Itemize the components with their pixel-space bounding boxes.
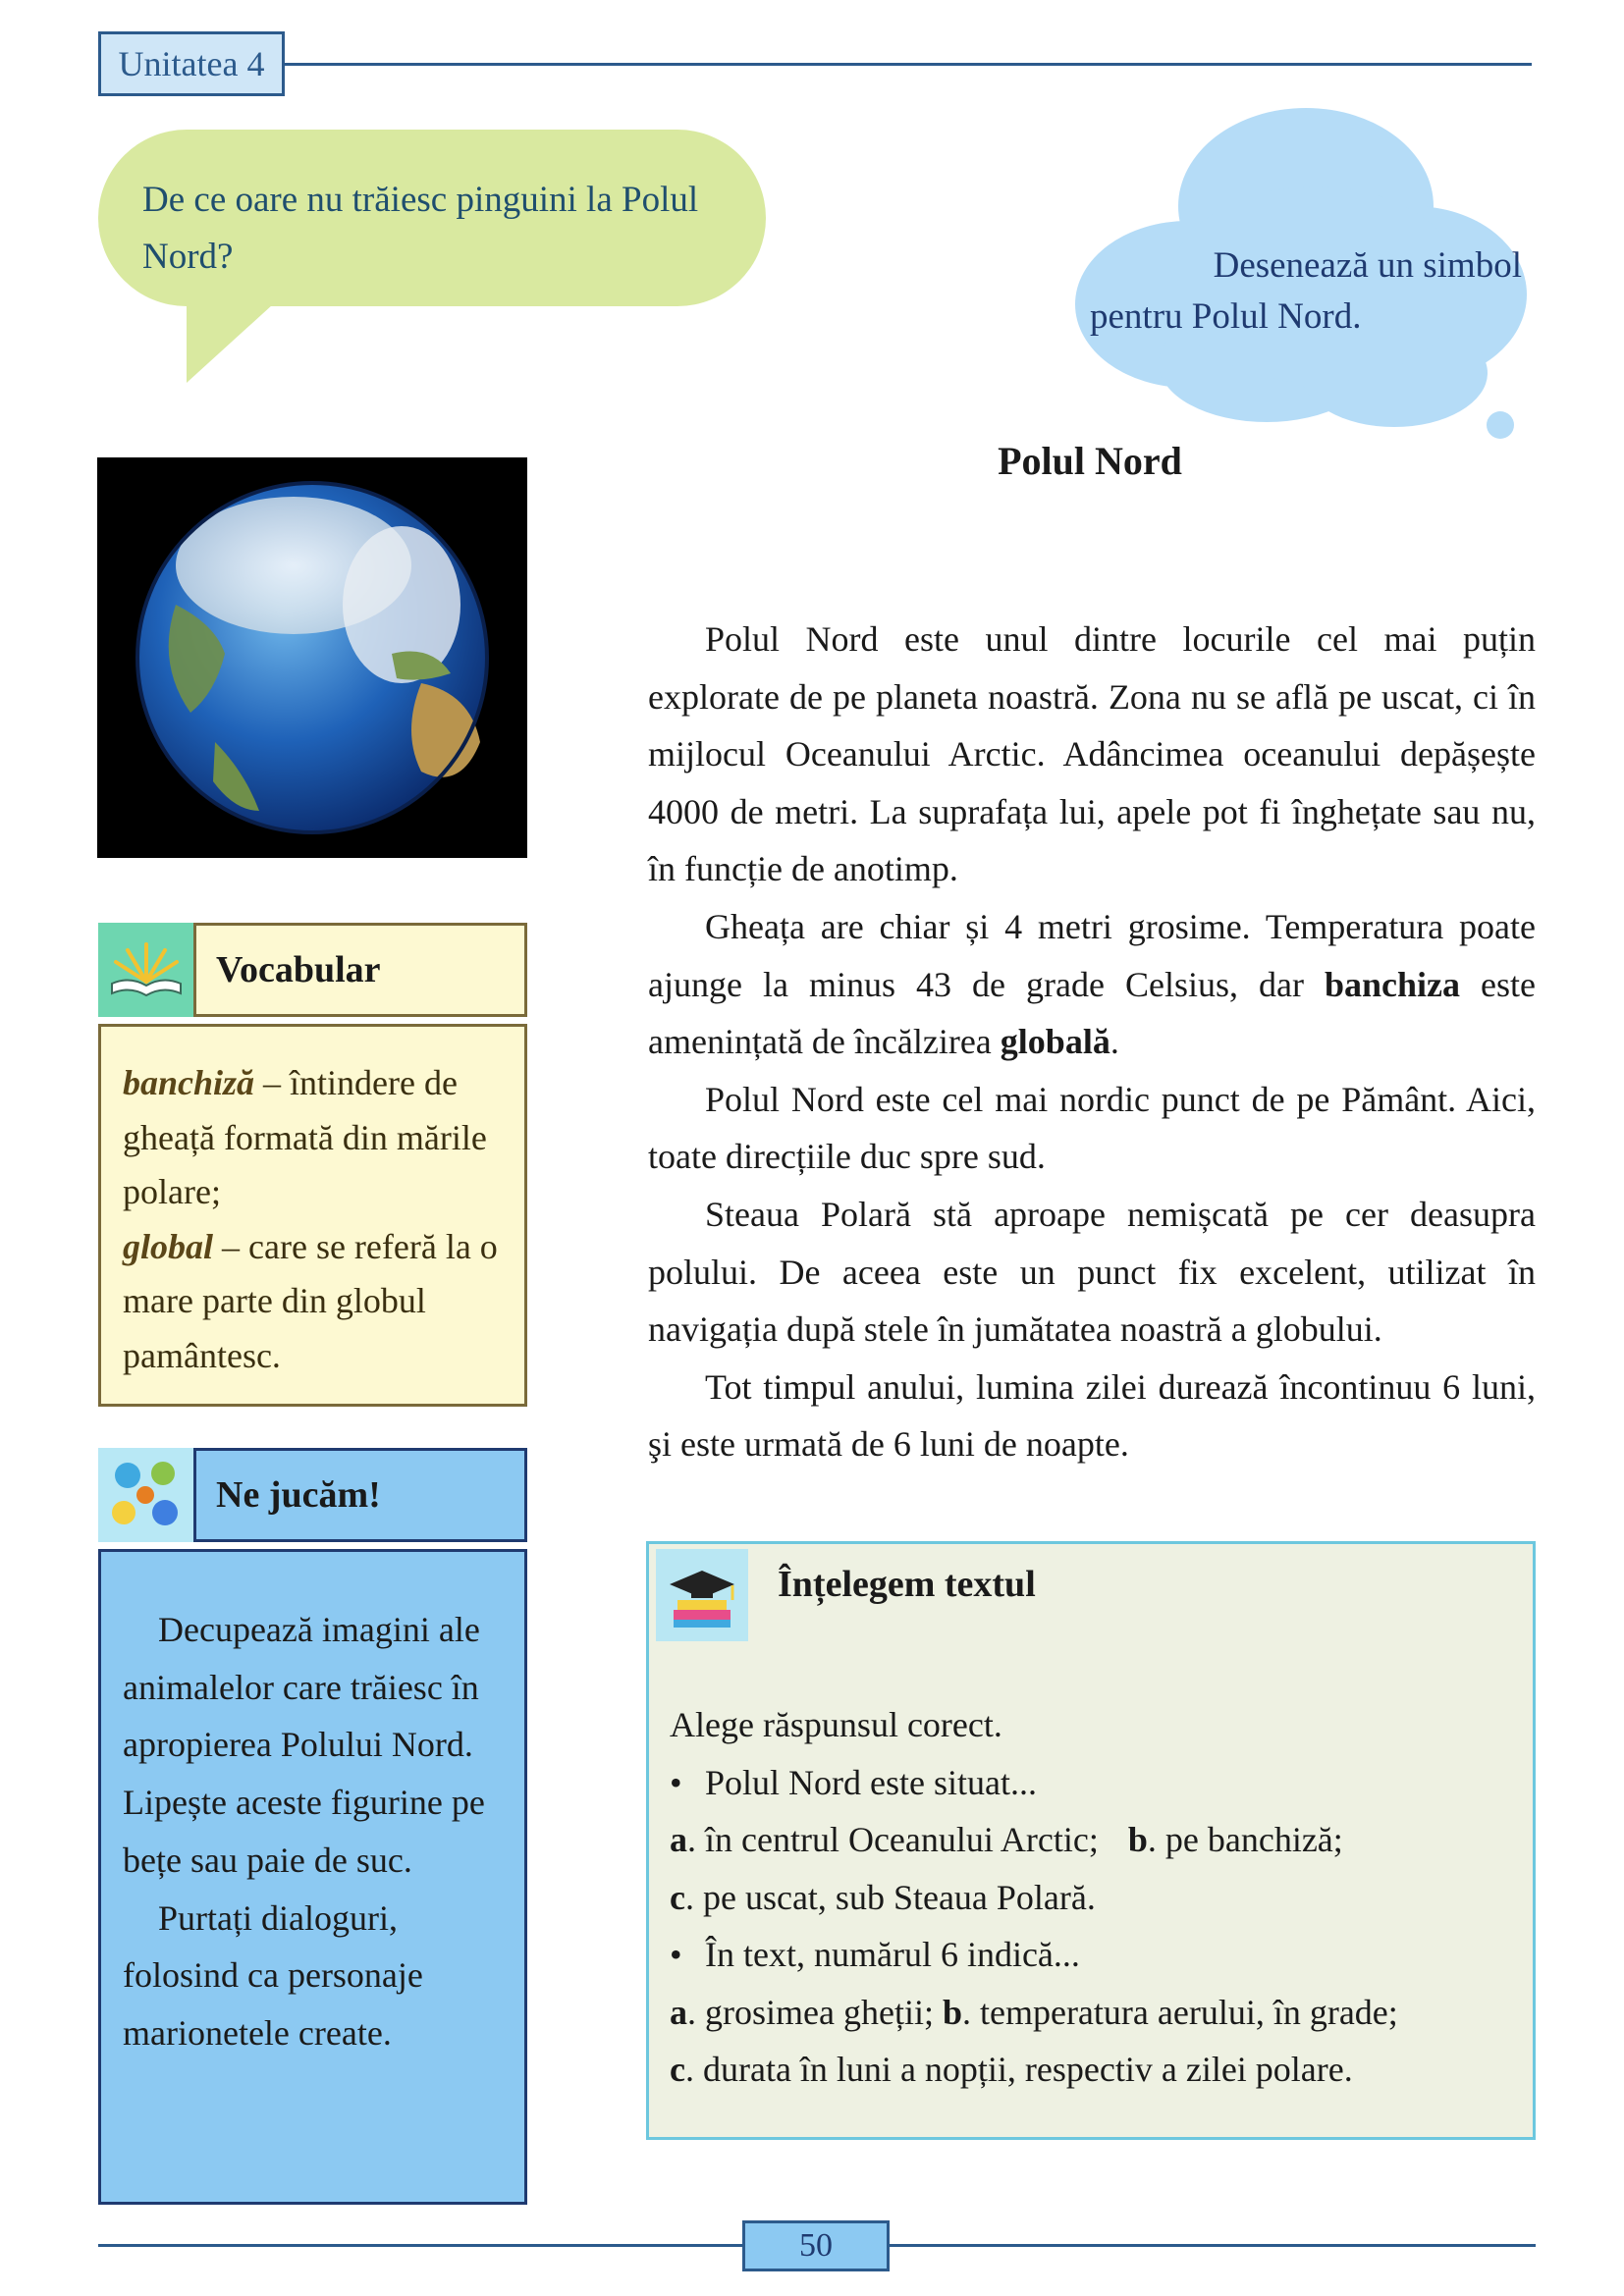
graduation-cap-icon — [656, 1549, 748, 1641]
paragraph-2-part-a: Gheața are chiar și 4 metri grosime. Temperatura poate ajunge la minus 43 de grade Celsius, dar — [648, 906, 1536, 1004]
question-1-text: Polul Nord este situat... — [705, 1762, 1037, 1802]
game-box — [98, 1549, 527, 2205]
comprehension-questions — [670, 1696, 1514, 2099]
question-1-option-c — [670, 1869, 1514, 1927]
speech-bubble-text: De ce oare nu trăiesc pinguini la Polul Nord? — [142, 180, 699, 277]
question-1 — [670, 1754, 1514, 1812]
keyword-globala: globală — [1000, 1022, 1110, 1062]
article-body — [648, 611, 1536, 1473]
question-2-text: În text, numărul 6 indică... — [705, 1935, 1080, 1974]
game-paragraph-1: Decupează imagini ale animalelor care trăiesc în apropierea Polului Nord. Lipește aceste figurine pe bețe sau paie de suc. — [123, 1610, 485, 1880]
vocabulary-definition-1: – întindere de gheață formată din mările polare; — [123, 1063, 487, 1211]
option-text: . pe uscat, sub Steaua Polară. — [684, 1877, 1096, 1917]
unit-label: Unitatea 4 — [98, 31, 285, 96]
question-2 — [670, 1926, 1514, 1984]
question-1-options-ab — [670, 1811, 1514, 1869]
option-text: . temperatura aerului, în grade; — [961, 1992, 1398, 2032]
article-paragraph-1: Polul Nord este unul dintre locurile cel mai puțin explorate de pe planeta noastră. Zona nu se află pe uscat, ci în mijlocul Oceanului Arctic. Adâncimea oceanului depășește 4000 de metri. La suprafața lui, apele pot fi înghețate sau nu, în funcție de anotimp. — [648, 619, 1536, 889]
vocabulary-term-1: banchiză — [123, 1063, 255, 1102]
bullet-icon: • — [670, 1935, 682, 1974]
article-paragraph-4: Steaua Polară stă aproape nemișcată pe cer deasupra polului. De aceea este un punct fix excelent, utilizat în navigația după stele în jumătatea noastră a globului. — [648, 1194, 1536, 1350]
option-text: . în centrul Oceanului Arctic; — [687, 1820, 1099, 1859]
article-paragraph-2 — [648, 898, 1536, 1071]
header-divider — [285, 63, 1532, 66]
game-heading: Ne jucăm! — [193, 1448, 527, 1542]
vocabulary-heading: Vocabular — [193, 923, 527, 1017]
earth-globe-icon — [97, 457, 527, 858]
thought-cloud-text — [1090, 240, 1522, 343]
earth-image — [97, 457, 527, 858]
quiz-instruction: Alege răspunsul corect. — [670, 1705, 1002, 1744]
question-2-options-ab — [670, 1984, 1514, 2042]
article-paragraph-3: Polul Nord este cel mai nordic punct de pe Pământ. Aici, toate direcțiile duc spre sud. — [648, 1079, 1536, 1177]
article-title: Polul Nord — [998, 439, 1182, 483]
comprehension-title: Înțelegem textul — [778, 1564, 1036, 1605]
option-label: b — [942, 1992, 962, 2032]
hands-icon — [98, 1448, 194, 1542]
option-text: . durata în luni a nopții, respectiv a zilei polare. — [684, 2050, 1353, 2089]
option-label: c — [670, 2050, 685, 2089]
thought-cloud-line-1: Desenează un simbol — [1213, 245, 1522, 286]
question-2-option-c — [670, 2041, 1514, 2099]
thought-cloud-line-2: pentru Polul Nord. — [1090, 296, 1362, 337]
article-paragraph-5: Tot timpul anului, lumina zilei durează încontinuu 6 luni, şi este urmată de 6 luni de noapte. — [648, 1366, 1536, 1465]
option-label: a — [670, 1820, 687, 1859]
bullet-icon: • — [670, 1762, 682, 1802]
paragraph-2-part-d: . — [1110, 1022, 1119, 1062]
vocabulary-definition-2: – care se referă la o mare parte din globul pamântesc. — [123, 1226, 498, 1375]
vocabulary-term-2: global — [123, 1226, 214, 1266]
page-number: 50 — [742, 2220, 890, 2271]
book-icon — [98, 923, 194, 1017]
game-paragraph-2: Purtați dialoguri, folosind ca personaje marionetele create. — [123, 1897, 423, 2053]
keyword-banchiza: banchiza — [1324, 964, 1461, 1004]
option-text: . pe banchiză; — [1147, 1820, 1343, 1859]
paragraph-2-part-c: este amenințată de încălzirea — [648, 964, 1536, 1062]
option-label: c — [670, 1877, 685, 1917]
option-text: . grosimea gheții; — [687, 1992, 943, 2032]
option-label: b — [1127, 1820, 1148, 1859]
option-label: a — [670, 1992, 687, 2032]
vocabulary-box — [98, 1024, 527, 1407]
